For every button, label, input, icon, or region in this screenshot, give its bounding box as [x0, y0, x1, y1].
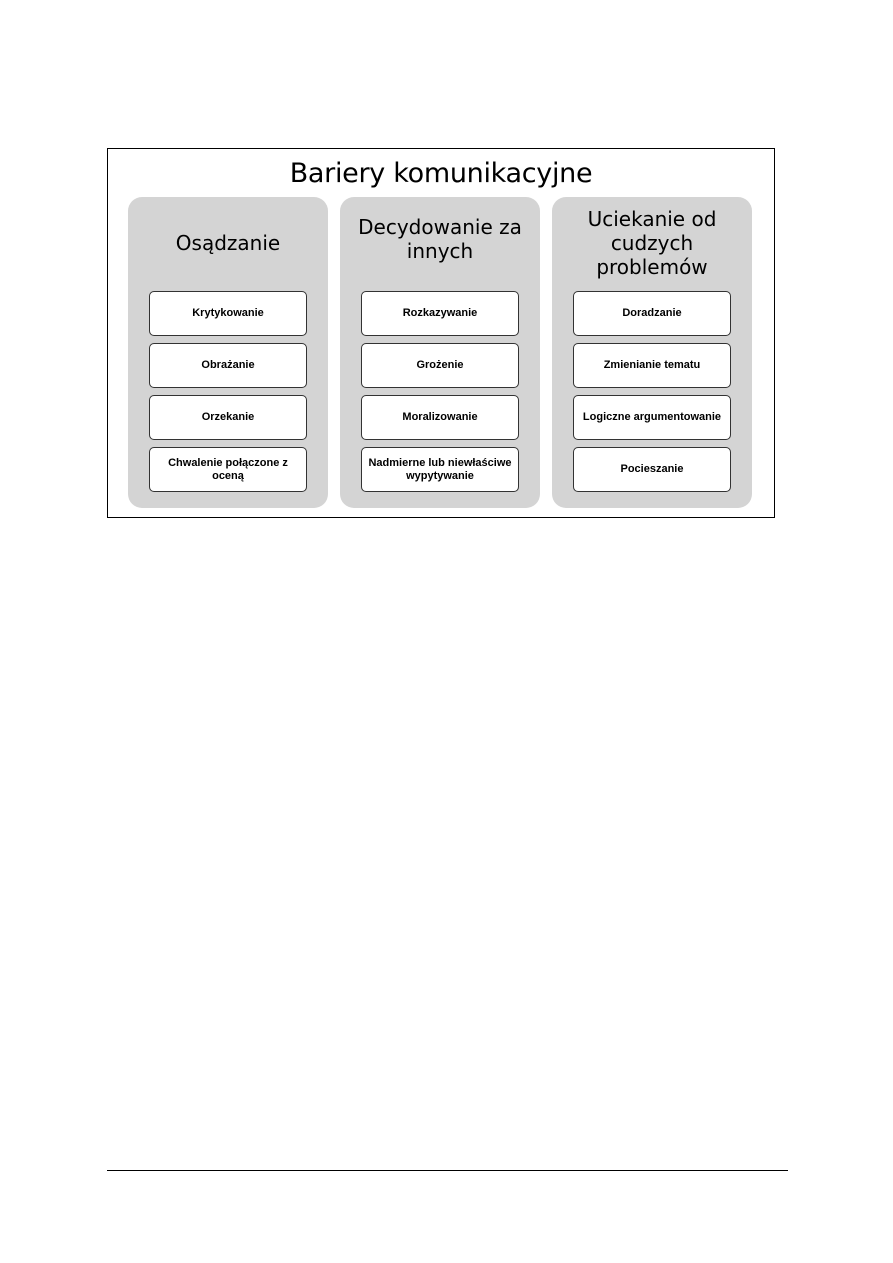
barrier-item: Moralizowanie	[361, 395, 519, 440]
column-items	[573, 291, 731, 499]
barrier-item: Rozkazywanie	[361, 291, 519, 336]
column-header: Osądzanie	[175, 231, 281, 255]
barrier-item: Grożenie	[361, 343, 519, 388]
diagram-frame	[107, 148, 775, 518]
column-items	[149, 291, 307, 499]
column-decydowanie-za-innych	[340, 197, 540, 508]
column-header: Uciekanie od cudzych problemów	[587, 207, 717, 279]
barrier-item: Obrażanie	[149, 343, 307, 388]
column-header: Decydowanie za innych	[358, 215, 522, 263]
barrier-item: Pocieszanie	[573, 447, 731, 492]
column-uciekanie-od-cudzych-problemow	[552, 197, 752, 508]
barrier-item: Zmienianie tematu	[573, 343, 731, 388]
column-osadzanie	[128, 197, 328, 508]
barrier-item: Chwalenie połączone z oceną	[149, 447, 307, 492]
barrier-item: Krytykowanie	[149, 291, 307, 336]
barrier-item: Nadmierne lub niewłaściwe wypytywanie	[361, 447, 519, 492]
column-items	[361, 291, 519, 499]
diagram-title: Bariery komunikacyjne	[289, 158, 593, 189]
barrier-item: Logiczne argumentowanie	[573, 395, 731, 440]
barrier-item: Doradzanie	[573, 291, 731, 336]
barrier-item: Orzekanie	[149, 395, 307, 440]
footer-divider	[107, 1170, 788, 1171]
